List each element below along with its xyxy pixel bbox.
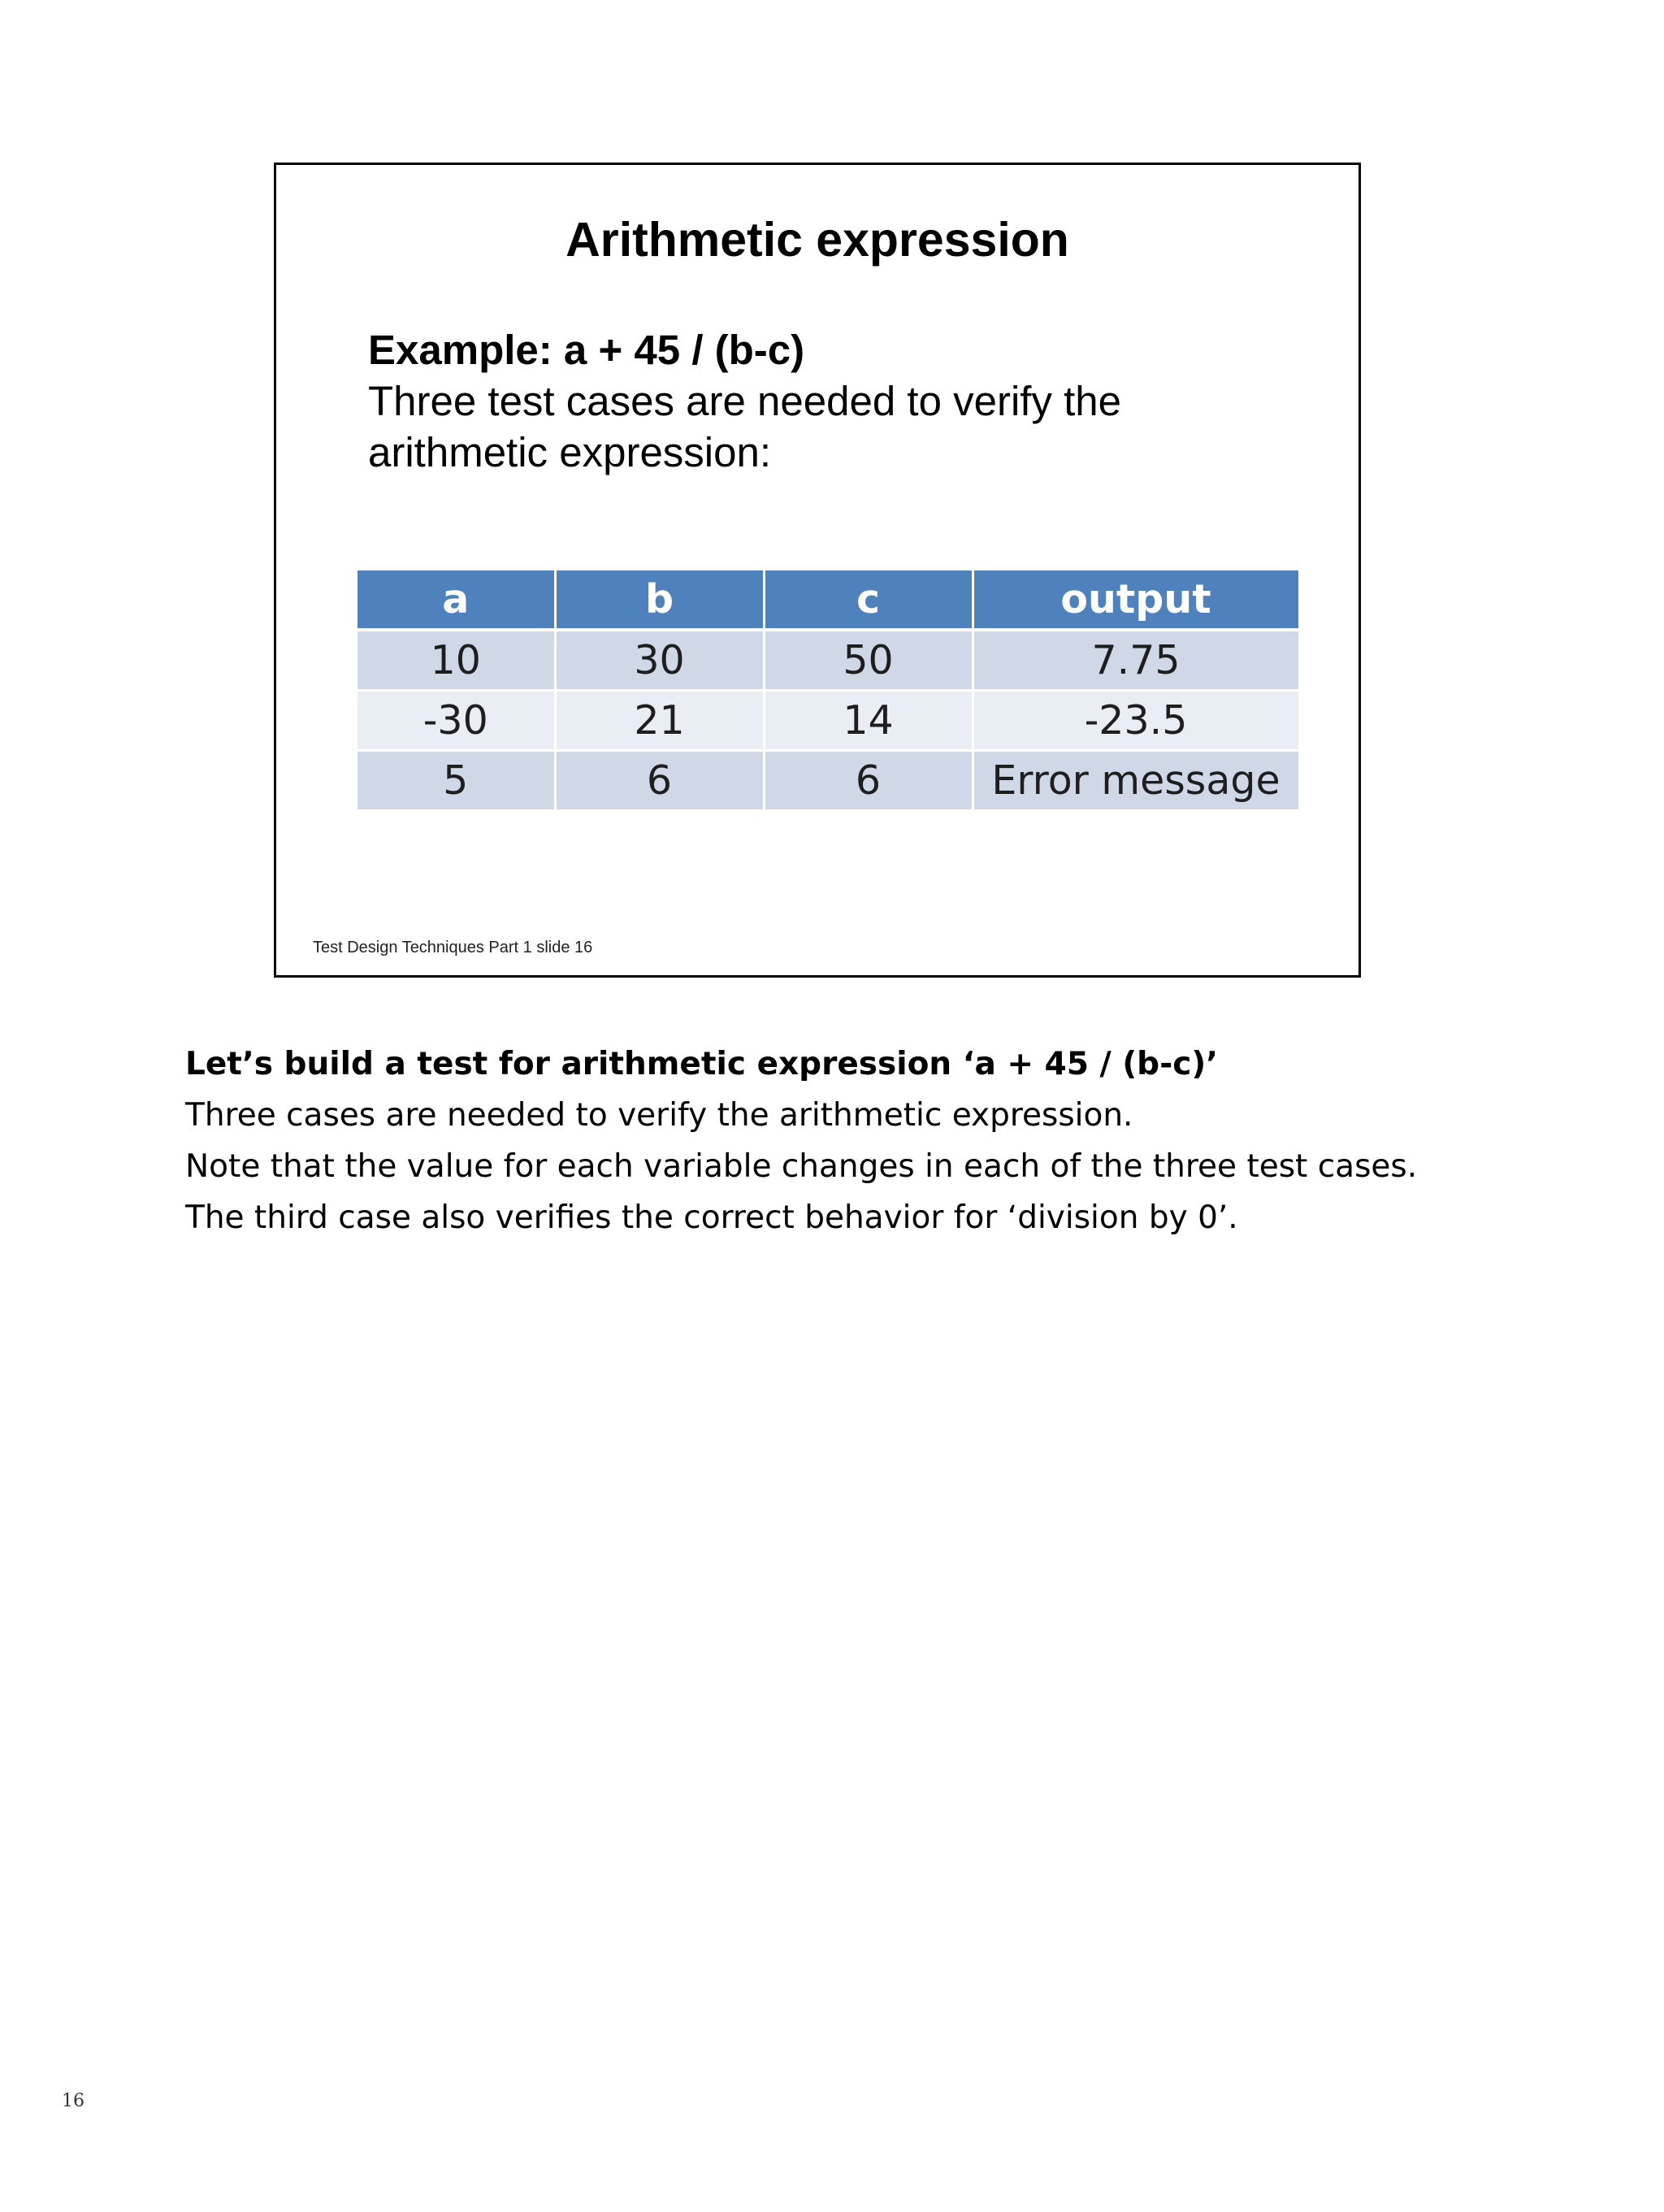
slide-title: Arithmetic expression — [566, 213, 1069, 267]
table-cell: 5 — [358, 751, 555, 811]
table-cell: -30 — [358, 691, 555, 751]
table-header-c: c — [764, 570, 973, 630]
notes-line: Note that the value for each variable changes in each of the three test cases. — [185, 1148, 1418, 1185]
table-cell: 50 — [764, 630, 973, 691]
table-row — [358, 751, 1299, 811]
notes-line: Three cases are needed to verify the arithmetic expression. — [185, 1097, 1133, 1134]
slide-example: Example: a + 45 / (b-c) — [368, 327, 805, 373]
table-cell: 10 — [358, 630, 555, 691]
page-number: 16 — [62, 2091, 84, 2111]
table-cell: 21 — [555, 691, 764, 751]
slide-description-line-1: Three test cases are needed to verify the — [368, 378, 1122, 424]
slide-body — [368, 324, 1302, 478]
table-cell: -23.5 — [973, 691, 1299, 751]
table-cell: Error message — [973, 751, 1299, 811]
table-header-a: a — [358, 570, 555, 630]
table-cell: 7.75 — [973, 630, 1299, 691]
table-header-row — [358, 570, 1299, 630]
slide-image — [274, 163, 1361, 978]
test-case-table — [358, 570, 1301, 812]
table-cell: 30 — [555, 630, 764, 691]
table-header-output: output — [973, 570, 1299, 630]
table-row — [358, 630, 1299, 691]
notes-line: The third case also verifies the correct behavior for ‘division by 0’. — [185, 1199, 1238, 1236]
slide-description-line-2: arithmetic expression: — [368, 429, 772, 475]
notes-heading: Let’s build a test for arithmetic expression ‘a + 45 / (b-c)’ — [185, 1046, 1219, 1082]
table-header-b: b — [555, 570, 764, 630]
table-row — [358, 691, 1299, 751]
slide-footer: Test Design Techniques Part 1 slide 16 — [313, 939, 593, 956]
table-cell: 6 — [764, 751, 973, 811]
table-cell: 6 — [555, 751, 764, 811]
table-cell: 14 — [764, 691, 973, 751]
speaker-notes — [185, 1039, 1566, 1243]
